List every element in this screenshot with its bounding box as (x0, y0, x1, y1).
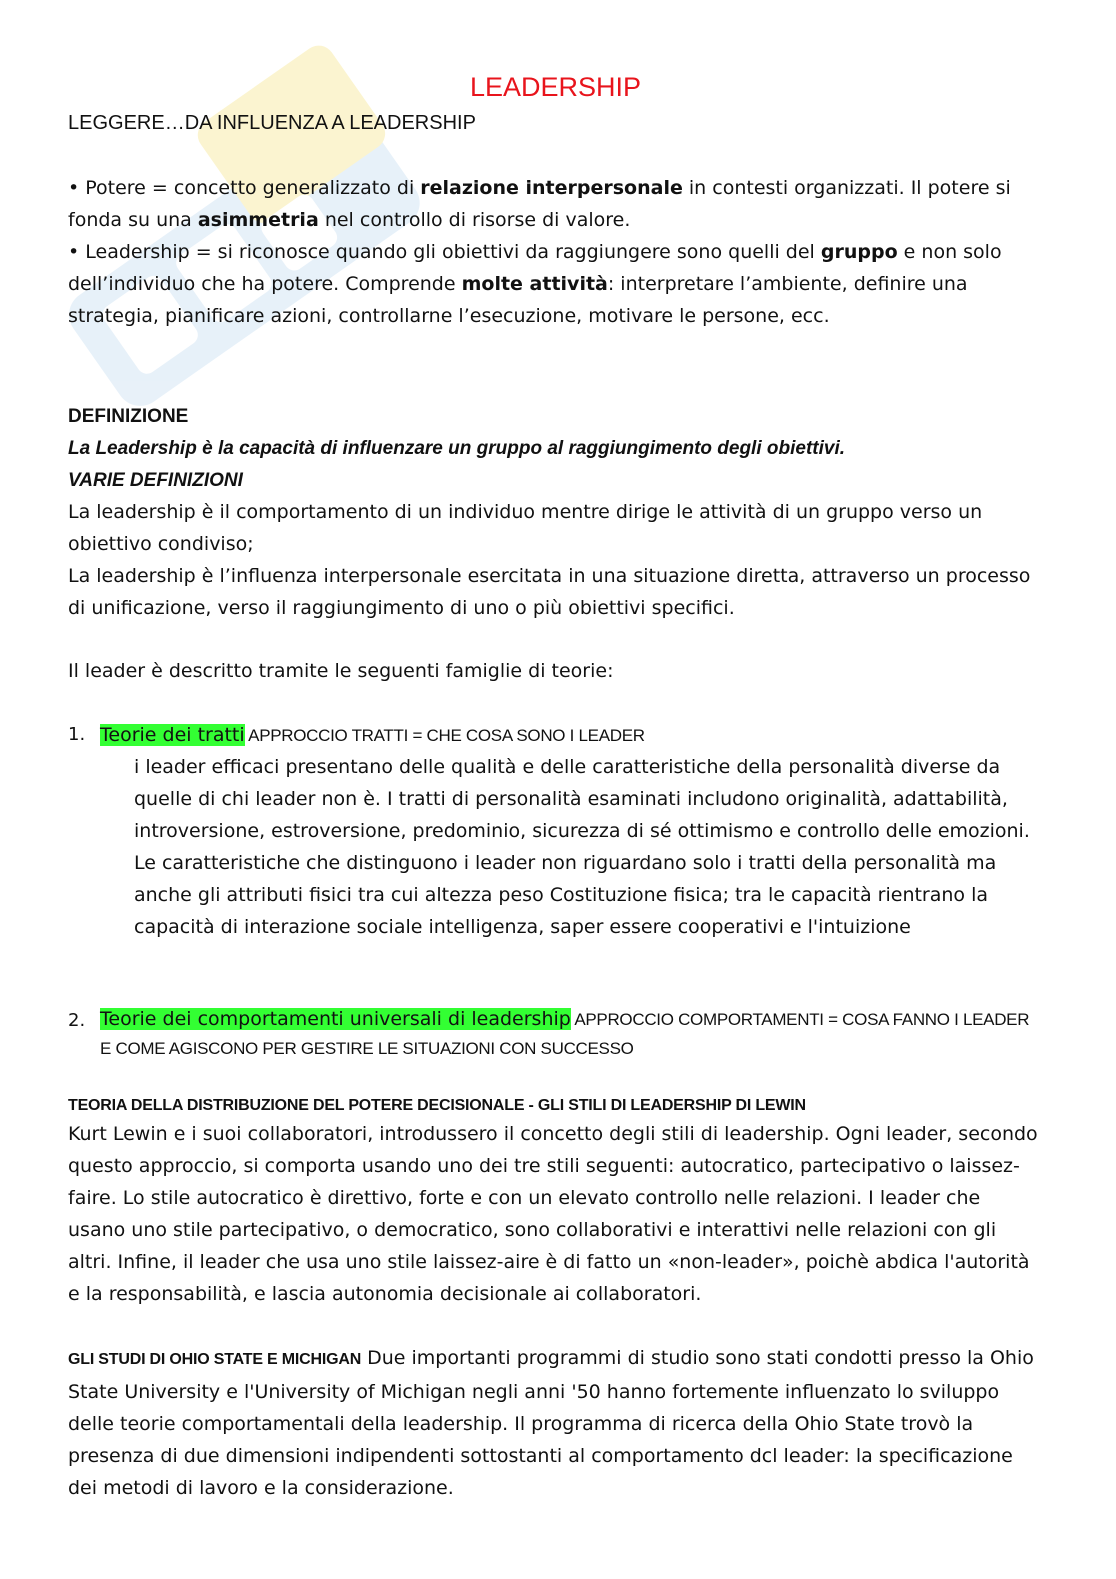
lewin-heading: TEORIA DELLA DISTRIBUZIONE DEL POTERE DECISIONALE - GLI STILI DI LEADERSHIP DI LEWIN (68, 1097, 806, 1114)
teoria-2-highlight: Teorie dei comportamenti universali di leadership (100, 1008, 571, 1030)
teoria-2-title: Teorie dei comportamenti universali di leadership APPROCCIO COMPORTAMENTI = COSA FANNO I LEADER E COME AGISCONO PER GESTIRE LE SITUAZIONI CON SUCCESSO (100, 1008, 1030, 1058)
intro-teorie: Il leader è descritto tramite le seguenti famiglie di teorie: (68, 660, 614, 682)
teoria-1-body: i leader efficaci presentano delle qualità e delle caratteristiche della personalità diverse da quelle di chi leader non è. I tratti di personalità esaminati includono originalità, adattabilità, introversione, estroversione, predominio, sicurezza di sé ottimismo e controllo delle emozioni. Le caratteristiche che distinguono i leader non riguardano solo i tratti della personalità ma anche gli attributi fisici tra cui altezza peso Costituzione fisica; tra le capacità rientrano la capacità di interazione sociale intelligenza, saper essere cooperativi e l'intuizione (134, 756, 1030, 938)
ohio-paragraph: GLI STUDI DI OHIO STATE E MICHIGAN Due importanti programmi di studio sono stati condotti presso la Ohio State University e l'University of Michigan negli anni '50 hanno fortemente influenzato lo sviluppo delle teorie comportamentali della leadership. Il programma di ricerca della Ohio State trovò la presenza di due dimensioni indipendenti sottostanti al comportamento dcl leader: la specificazione dei metodi di lavoro e la considerazione. (68, 1347, 1034, 1499)
list-number-2: 2. (68, 1010, 86, 1031)
bullet-potere: • Potere = concetto generalizzato di relazione interpersonale in contesti organizzati. Il potere si fonda su una asimmetria nel controllo di risorse di valore. (68, 177, 1011, 231)
definition-2: La leadership è l’influenza interpersonale esercitata in una situazione diretta, attraverso un processo di unificazione, verso il raggiungimento di uno o più obiettivi specifici. (68, 565, 1031, 619)
bullet-leadership: • Leadership = si riconosce quando gli obiettivi da raggiungere sono quelli del gruppo e non solo dell’individuo che ha potere. Comprende molte attività: interpretare l’ambiente, definire una strategia, pianificare azioni, controllarne l’esecuzione, motivare le persone, ecc. (68, 241, 1002, 327)
document-subtitle: LEGGERE…DA INFLUENZA A LEADERSHIP (68, 112, 476, 134)
ohio-heading: GLI STUDI DI OHIO STATE E MICHIGAN (68, 1351, 362, 1368)
definition-1: La leadership è il comportamento di un individuo mentre dirige le attività di un gruppo verso un obiettivo condiviso; (68, 501, 983, 555)
document-title: LEADERSHIP (469, 72, 642, 102)
varie-definizioni-heading: VARIE DEFINIZIONI (68, 470, 243, 491)
definizione-heading: DEFINIZIONE (68, 406, 189, 427)
lewin-body: Kurt Lewin e i suoi collaboratori, introdussero il concetto degli stili di leadership. Ogni leader, secondo questo approccio, si comporta usando uno dei tre stili seguenti: autocratico, partecipativo o laissez-faire. Lo stile autocratico è direttivo, forte e con un elevato controllo nelle relazioni. I leader che usano uno stile partecipativo, o democratico, sono collaborativi e interattivi nelle relazioni con gli altri. Infine, il leader che usa uno stile laissez-aire è di fatto un «non-leader», poichè abdica l'autorità e la responsabilità, e lascia autonomia decisionale ai collaboratori. (68, 1123, 1038, 1305)
list-number-1: 1. (68, 724, 86, 745)
teoria-1-highlight: Teorie dei tratti (100, 724, 245, 746)
teoria-1-title: Teorie dei tratti APPROCCIO TRATTI = CHE COSA SONO I LEADER (100, 724, 645, 746)
definizione-main: La Leadership è la capacità di influenzare un gruppo al raggiungimento degli obiettivi. (68, 438, 846, 459)
